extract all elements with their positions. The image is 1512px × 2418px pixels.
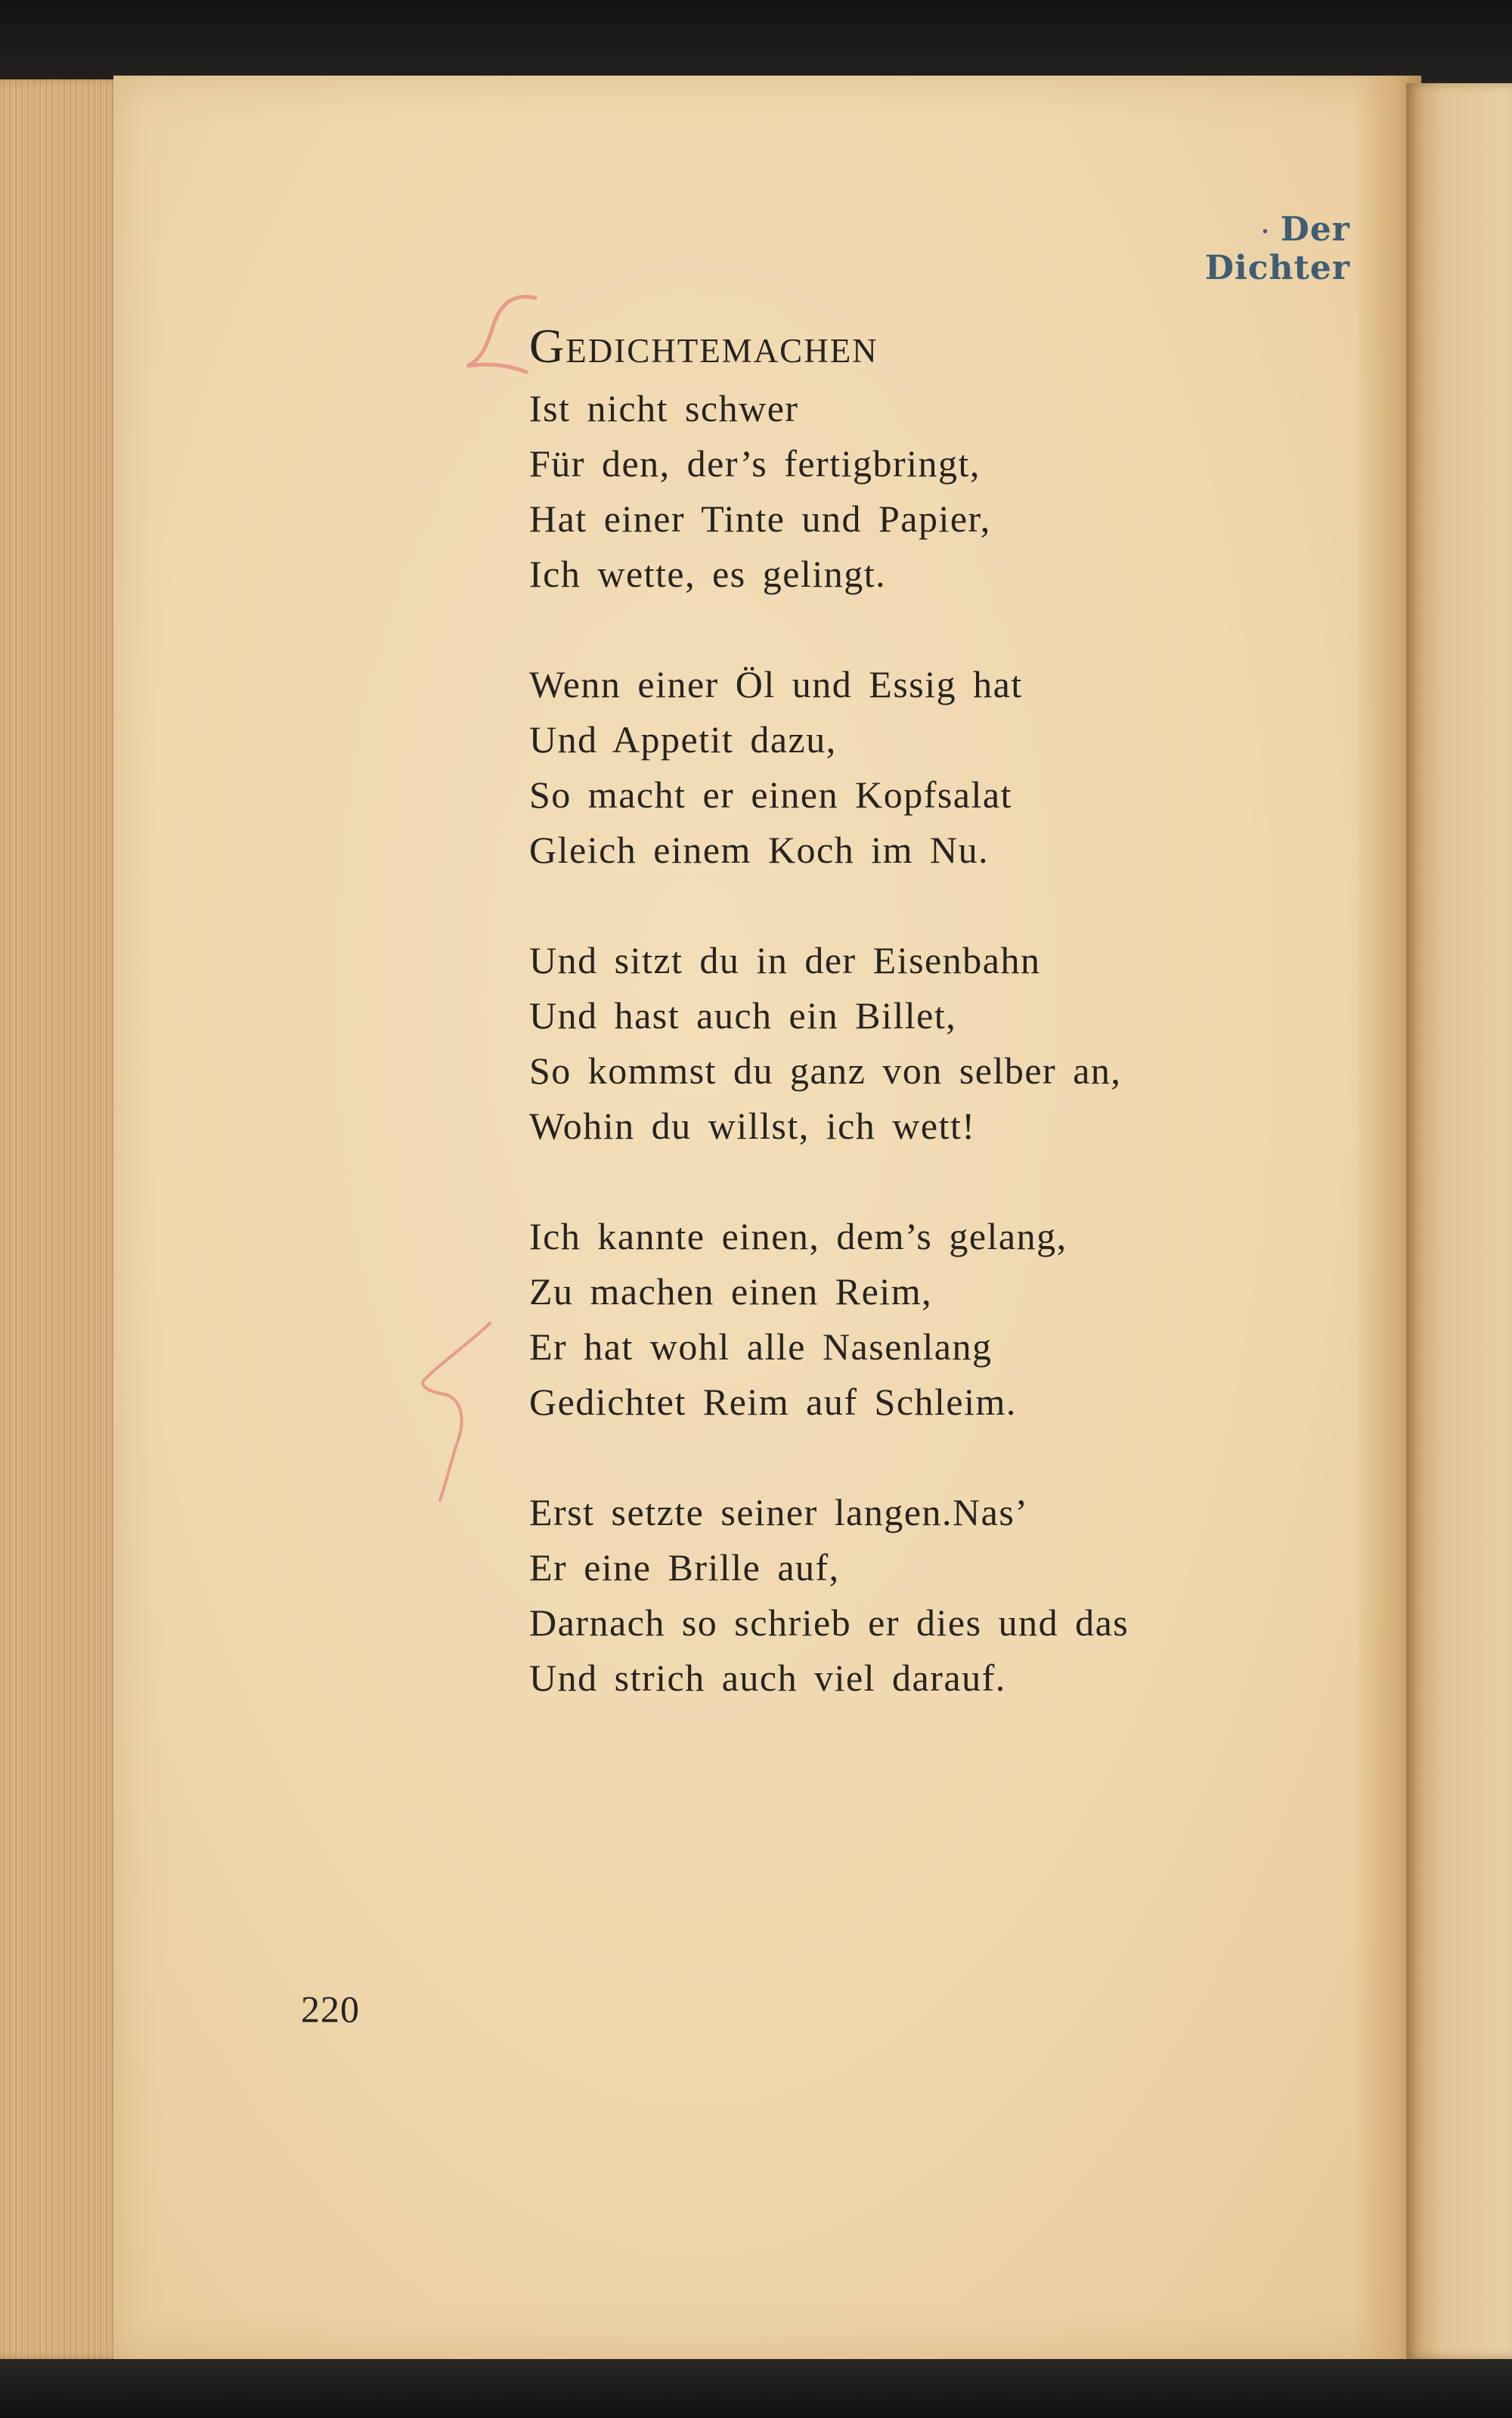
poem <box>529 312 1376 1706</box>
poem-line: Und hast auch ein Billet, <box>529 994 957 1037</box>
poem-line: Und strich auch viel darauf. <box>529 1657 1006 1699</box>
poem-line: Für den, der’s fertigbringt, <box>529 442 981 485</box>
poem-line: So kommst du ganz von selber an, <box>529 1049 1122 1092</box>
running-head-text: Der Dichter <box>1204 210 1350 287</box>
poem-stanza <box>529 933 1376 1154</box>
poem-line: Er eine Brille auf, <box>529 1546 840 1589</box>
poem-stanza <box>529 1485 1376 1706</box>
poem-line: Und Appetit dazu, <box>529 718 837 761</box>
poem-line: Wenn einer Öl und Essig hat <box>529 663 1023 705</box>
running-head-dot: · <box>1261 219 1270 245</box>
poem-line: Ich wette, es gelingt. <box>529 553 887 595</box>
poem-stanza <box>529 657 1376 878</box>
scanner-background-top <box>0 0 1512 83</box>
poem-line: Erst setzte seiner langen.Nas’ <box>529 1491 1029 1533</box>
facing-page-edge <box>1406 83 1512 2359</box>
poem-title: Gedichtemachen <box>529 319 878 373</box>
poem-stanzas <box>529 381 1376 1706</box>
poem-line: Gleich einem Koch im Nu. <box>529 829 990 871</box>
poem-line: Und sitzt du in der Eisenbahn <box>529 939 1041 981</box>
poem-line: Darnach so schrieb er dies und das <box>529 1601 1129 1644</box>
poem-line: Gedichtet Reim auf Schleim. <box>529 1381 1017 1423</box>
book-page-edges <box>0 79 121 2359</box>
poem-stanza <box>529 381 1376 602</box>
running-head <box>1134 210 1350 287</box>
poem-line: Zu machen einen Reim, <box>529 1270 933 1313</box>
poem-line: So macht er einen Kopfsalat <box>529 773 1012 816</box>
poem-line: Wohin du willst, ich wett! <box>529 1105 976 1147</box>
poem-line: Er hat wohl alle Nasenlang <box>529 1325 993 1368</box>
scanner-background-bottom <box>0 2359 1512 2418</box>
page-number: 220 <box>301 1988 360 2030</box>
poem-line: Ist nicht schwer <box>529 387 799 429</box>
poem-line: Hat einer Tinte und Papier, <box>529 498 991 540</box>
poem-line: Ich kannte einen, dem’s gelang, <box>529 1215 1067 1257</box>
poem-stanza <box>529 1209 1376 1430</box>
